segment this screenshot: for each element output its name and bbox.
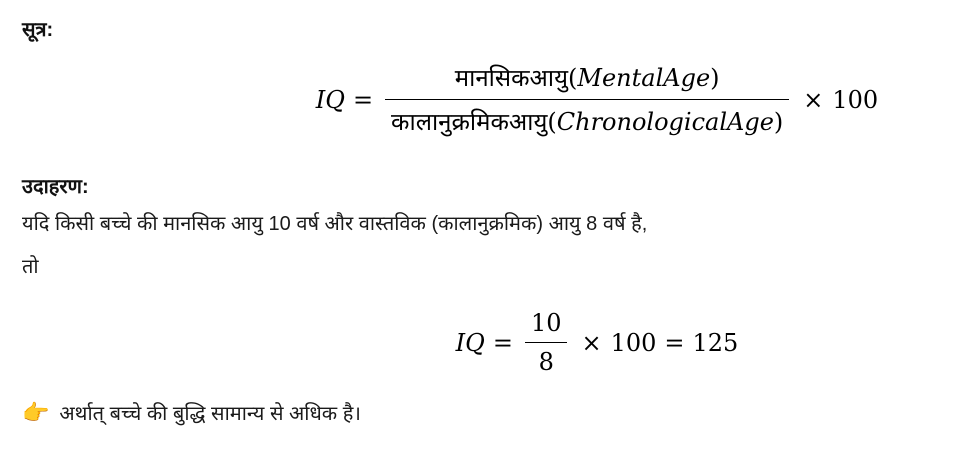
formula1-numerator [385,60,789,100]
formula2-numerator: 10 [525,308,568,343]
formula2-lhs: IQ [455,328,485,357]
formula2-multiplier: 100 [610,328,657,357]
formula2-times-group [581,329,656,357]
pointing-right-emoji: 👉 [22,399,50,425]
example-text-line1: यदि किसी बच्चे की मानसिक आयु 10 वर्ष और वास्तविक (कालानुक्रमिक) आयु 8 वर्ष है, [22,213,648,235]
formula1-multiplier: 100 [832,85,879,114]
example-text-line2: तो [22,256,39,278]
iq-calculation-display [225,308,969,377]
formula1-denominator-hindi: कालानुक्रमिकआयु [391,109,548,136]
formula1-denominator [385,100,789,139]
formula1-times-group [803,86,878,114]
formula2-result: 125 [692,328,739,357]
formula1-numerator-close-paren: ) [710,64,720,92]
formula1-times: × [803,85,824,114]
formula1-fraction [385,60,789,139]
formula1-equals: = [352,85,374,114]
formula1-numerator-open-paren: ( [568,64,578,92]
formula1-lhs: IQ [315,85,345,114]
formula2-times: × [581,328,602,357]
formula1-denominator-open-paren: ( [547,108,557,136]
formula2-equals: = [492,328,513,357]
formula-heading: सूत्र: [22,19,54,41]
example-heading: उदाहरण: [22,176,89,198]
formula1-numerator-hindi: मानसिकआयु [454,65,569,92]
formula1-denominator-latin: ChronologicalAge [556,108,774,136]
formula2-denominator: 8 [538,348,554,376]
formula2-fraction [525,308,568,377]
formula1-numerator-latin: MentalAge [577,64,711,92]
conclusion-line [22,399,361,426]
formula2-equals2: = [664,328,685,357]
conclusion-text: अर्थात् बच्चे की बुद्धि सामान्य से अधिक है। [59,403,361,425]
formula1-denominator-close-paren: ) [773,108,784,136]
iq-formula-display [225,60,969,139]
